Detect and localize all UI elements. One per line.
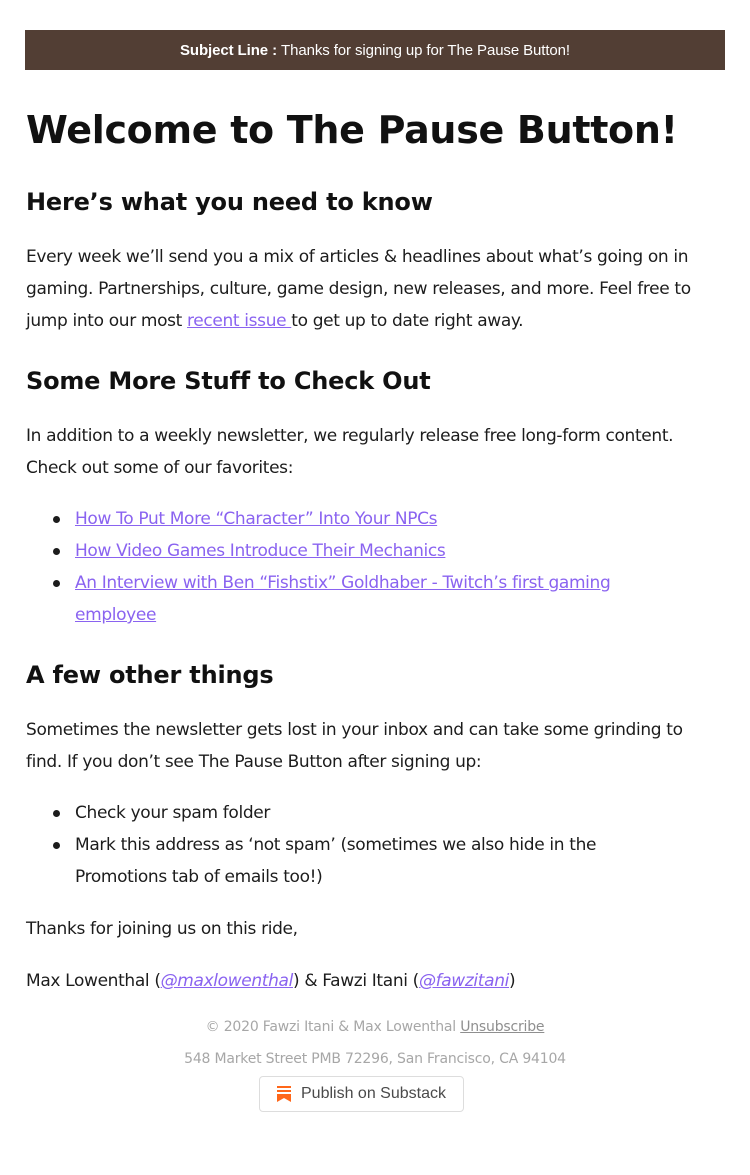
- section-heading-other-things: A few other things: [26, 661, 274, 689]
- section-heading-more-stuff: Some More Stuff to Check Out: [26, 367, 431, 395]
- section-heading-need-to-know: Here’s what you need to know: [26, 188, 433, 216]
- intro-paragraph: [26, 241, 716, 337]
- intro-text-before: Every week we’ll send you a mix of articles & headlines about what’s going on in gaming. Partnerships, culture, game design, new releases, and more. Feel free to jump into our most: [26, 247, 691, 331]
- bullet-icon: [53, 842, 60, 849]
- tip-text: Mark this address as ‘not spam’ (sometimes we also hide in the Promotions tab of emails too!): [75, 835, 597, 887]
- subject-line-text: Thanks for signing up for The Pause Button!: [281, 41, 570, 59]
- intro-text-after: to get up to date right away.: [291, 311, 524, 331]
- list-item: [26, 829, 675, 893]
- substack-logo-icon: [277, 1086, 291, 1102]
- unsubscribe-link[interactable]: Unsubscribe: [460, 1019, 545, 1035]
- article-link-mechanics[interactable]: How Video Games Introduce Their Mechanics: [75, 541, 446, 561]
- tips-list: [26, 797, 716, 893]
- fawzitani-handle-link[interactable]: @fawzitani: [418, 971, 509, 991]
- page-title: Welcome to The Pause Button!: [26, 108, 678, 152]
- maxlowenthal-handle-link[interactable]: @maxlowenthal: [160, 971, 293, 991]
- more-stuff-paragraph: In addition to a weekly newsletter, we regularly release free long-form content. Check out some of our favorites:: [26, 426, 674, 478]
- list-item: [26, 503, 716, 535]
- bullet-icon: [53, 810, 60, 817]
- footer-address: 548 Market Street PMB 72296, San Francisco, CA 94104: [184, 1051, 566, 1067]
- footer-copyright: [0, 1019, 750, 1035]
- list-item: [26, 797, 716, 829]
- article-link-npcs[interactable]: How To Put More “Character” Into Your NPCs: [75, 509, 438, 529]
- bullet-icon: [53, 580, 60, 587]
- signature-middle: ) & Fawzi Itani (: [292, 971, 419, 991]
- article-link-interview[interactable]: An Interview with Ben “Fishstix” Goldhaber - Twitch’s first gaming employee: [75, 573, 611, 625]
- other-things-paragraph: Sometimes the newsletter gets lost in your inbox and can take some grinding to find. If you don’t see The Pause Button after signing up:: [26, 720, 683, 772]
- recent-issue-link[interactable]: recent issue: [187, 311, 292, 331]
- list-item: [26, 535, 716, 567]
- subject-line-label: Subject Line :: [180, 41, 277, 59]
- bullet-icon: [53, 548, 60, 555]
- bullet-icon: [53, 516, 60, 523]
- signature: [26, 965, 716, 997]
- list-item: [26, 567, 635, 631]
- publish-on-substack-button[interactable]: [259, 1076, 464, 1112]
- tip-text: Check your spam folder: [75, 803, 271, 823]
- signoff: Thanks for joining us on this ride,: [26, 919, 298, 939]
- favorites-list: [26, 503, 716, 631]
- publish-button-label: Publish on Substack: [301, 1085, 446, 1102]
- signature-name-1: Max Lowenthal (: [26, 971, 161, 991]
- signature-end: ): [509, 971, 516, 991]
- subject-line-banner: [25, 30, 725, 70]
- copyright-text: © 2020 Fawzi Itani & Max Lowenthal: [205, 1019, 461, 1035]
